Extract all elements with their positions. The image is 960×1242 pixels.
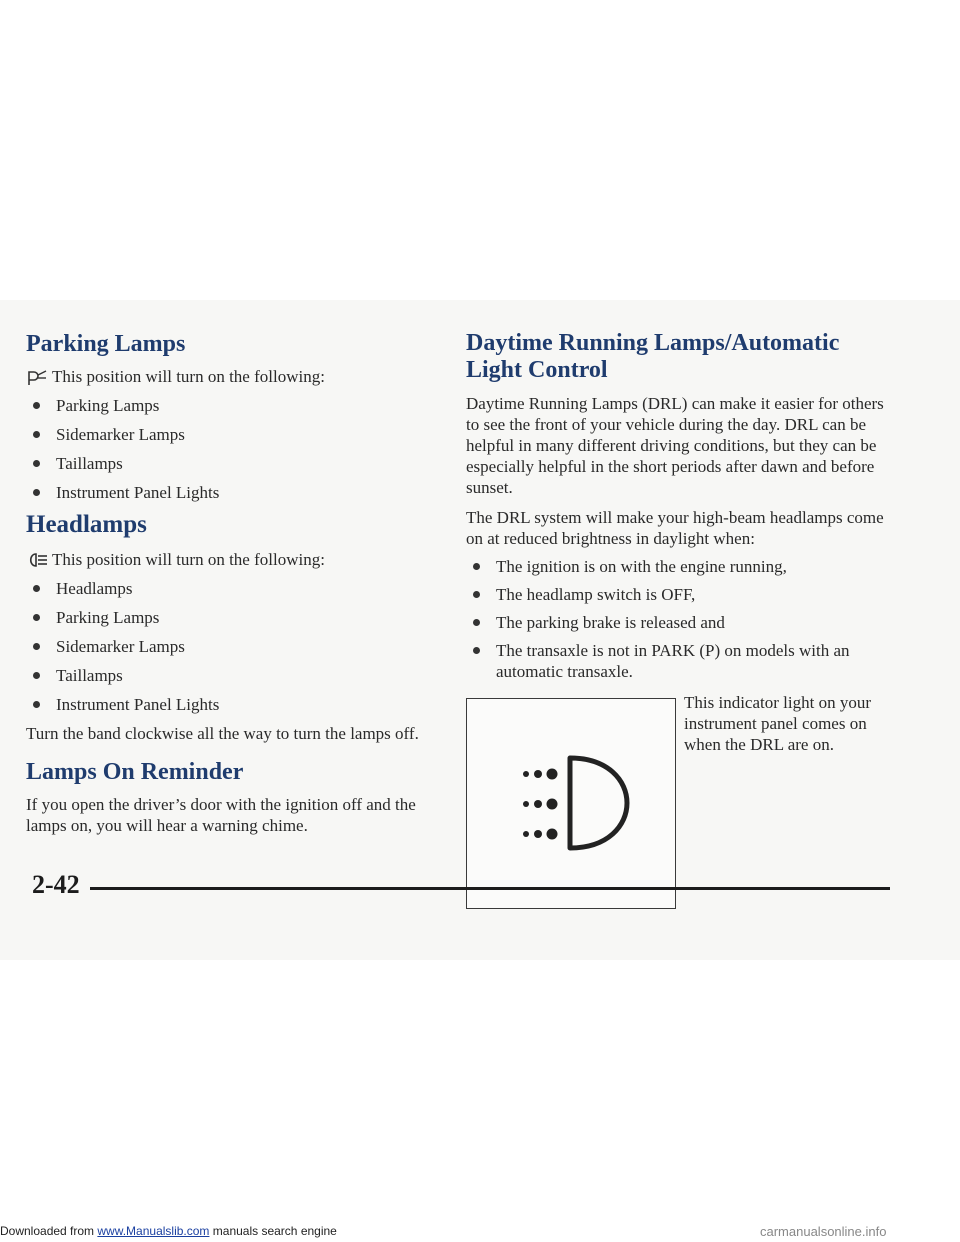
list-item: Taillamps <box>26 665 446 686</box>
left-column <box>26 330 446 836</box>
drl-heading-line1: Daytime Running Lamps/Automatic <box>466 330 840 356</box>
headlamps-intro <box>26 549 446 570</box>
parking-lamps-heading: Parking Lamps <box>26 331 186 357</box>
parking-lamps-list <box>26 395 446 503</box>
download-footer <box>0 1224 337 1238</box>
list-item: Sidemarker Lamps <box>26 636 446 657</box>
list-item: Headlamps <box>26 578 446 599</box>
drl-indicator-icon <box>496 744 646 864</box>
parking-lamp-icon <box>26 368 48 386</box>
list-item: The headlamp switch is OFF, <box>466 584 896 605</box>
footer-prefix: Downloaded from <box>0 1224 98 1238</box>
list-item: Instrument Panel Lights <box>26 694 446 715</box>
list-item: The transaxle is not in PARK (P) on models with an automatic transaxle. <box>466 640 896 682</box>
headlamps-heading: Headlamps <box>26 511 147 538</box>
headlamps-intro-text: This position will turn on the following: <box>52 550 325 569</box>
drl-heading <box>466 330 896 384</box>
watermark-text: carmanualsonline.info <box>760 1224 887 1239</box>
list-item: Sidemarker Lamps <box>26 424 446 445</box>
lamps-on-reminder-heading: Lamps On Reminder <box>26 759 244 785</box>
list-item: The parking brake is released and <box>466 612 896 633</box>
list-item: Parking Lamps <box>26 395 446 416</box>
lamps-on-reminder-text: If you open the driver’s door with the ignition off and the lamps on, you will hear a warning chime. <box>26 795 416 835</box>
drl-indicator-text: This indicator light on your instrument panel comes on when the DRL are on. <box>684 693 871 754</box>
headlamps-off-text: Turn the band clockwise all the way to turn the lamps off. <box>26 724 419 743</box>
right-column <box>466 330 896 909</box>
manualslib-link[interactable]: www.Manualslib.com <box>97 1224 210 1238</box>
drl-paragraph-2: The DRL system will make your high-beam headlamps come on at reduced brightness in daylight when: <box>466 508 884 548</box>
list-item: The ignition is on with the engine running, <box>466 556 896 577</box>
drl-paragraph-1: Daytime Running Lamps (DRL) can make it easier for others to see the front of your vehicle during the day. DRL can be helpful in many different driving conditions, but they can be especially helpful in the short periods after dawn and before sunset. <box>466 394 884 497</box>
drl-heading-line2: Light Control <box>466 357 608 383</box>
drl-indicator-section <box>466 693 896 909</box>
drl-indicator-box <box>466 698 676 909</box>
footer-suffix: manuals search engine <box>209 1224 337 1238</box>
list-item: Instrument Panel Lights <box>26 482 446 503</box>
drl-conditions-list <box>466 556 896 682</box>
parking-lamps-intro-text: This position will turn on the following: <box>52 367 325 386</box>
parking-lamps-intro <box>26 366 446 387</box>
headlamp-icon <box>26 551 48 569</box>
headlamps-list <box>26 578 446 715</box>
list-item: Taillamps <box>26 453 446 474</box>
page-number: 2-42 <box>32 870 80 899</box>
footer-rule <box>90 887 890 890</box>
list-item: Parking Lamps <box>26 607 446 628</box>
